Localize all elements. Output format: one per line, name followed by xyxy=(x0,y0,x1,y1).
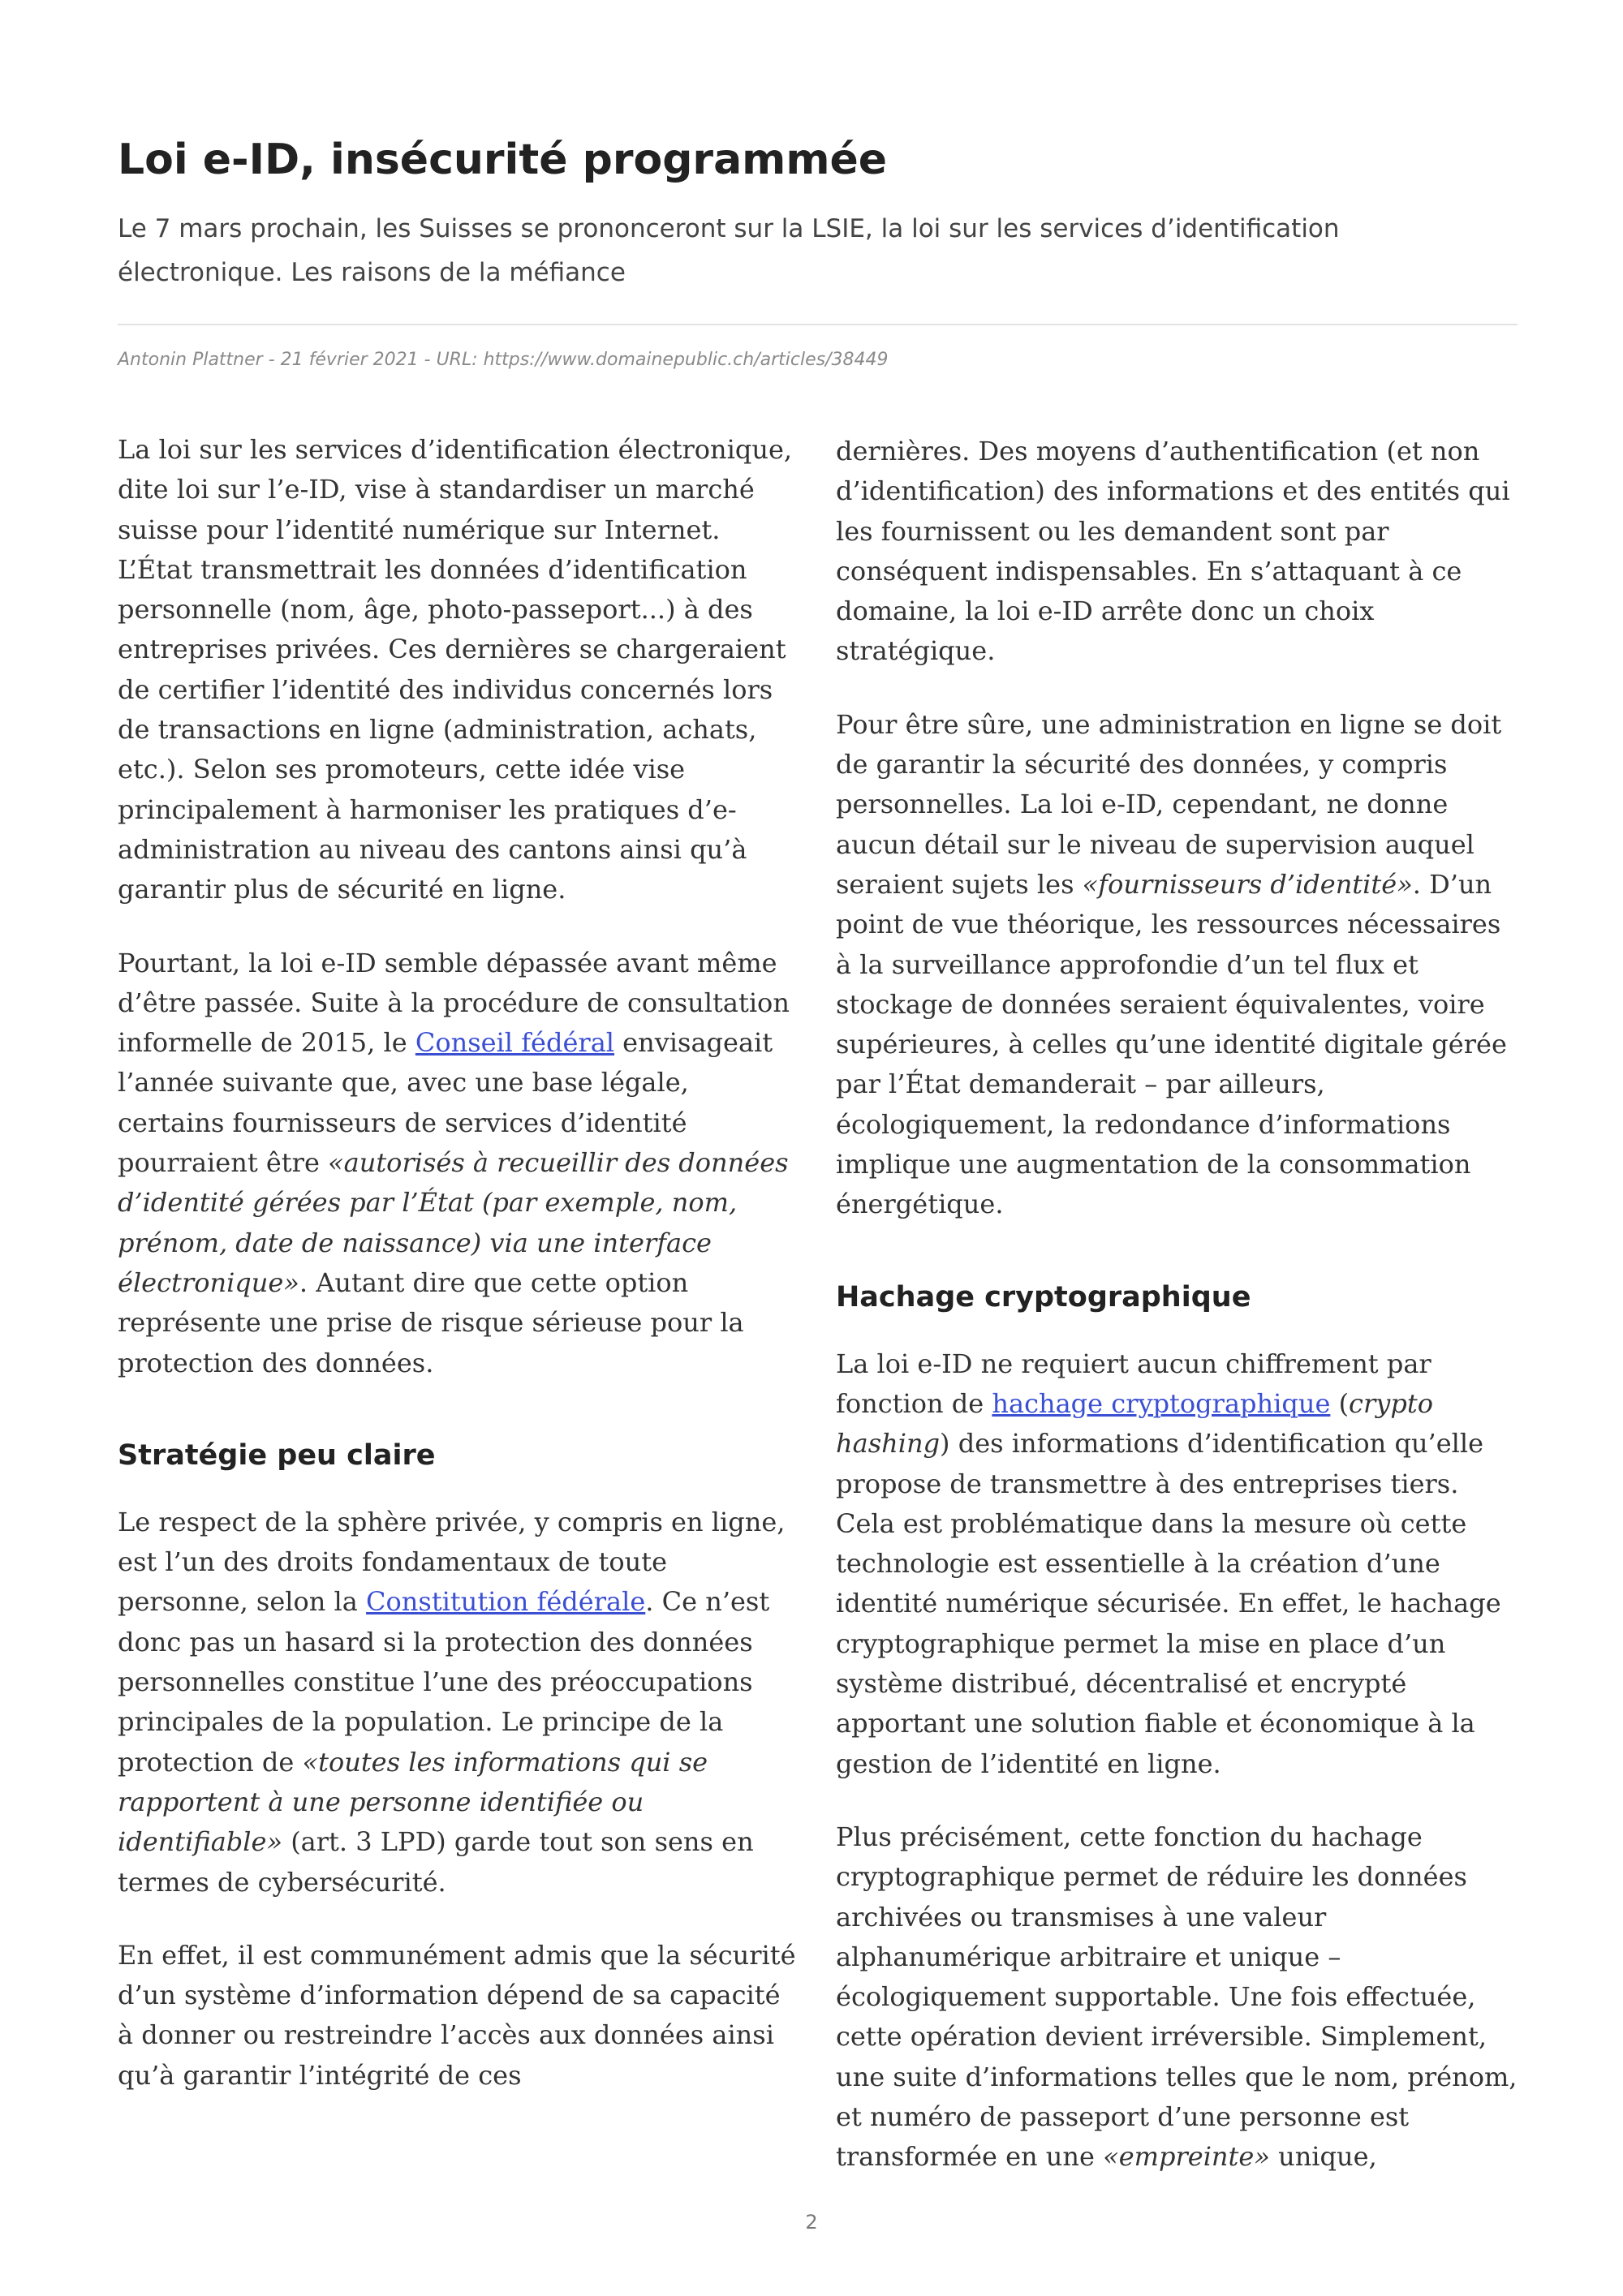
paragraph: Le respect de la sphère privée, y compris en ligne, est l’un des droits fondamentaux de toute personne, selon la Constitution fédérale. Ce n’est donc pas un hasard si la protection des données personnelles constitue l’une des préoccupations principales de la population. Le principe de la protection de «toutes les informations qui se rapportent à une personne identifiée ou identifiable» (art. 3 LPD) garde tout son sens en termes de cybersécurité. xyxy=(118,1506,786,1898)
article-subtitle: Le 7 mars prochain, les Suisses se prononceront sur la LSIE, la loi sur les services d’identification électronique. Les raisons de la méfiance xyxy=(118,214,1340,287)
page-number: 2 xyxy=(805,2211,818,2234)
left-column xyxy=(118,430,801,2129)
article-header xyxy=(118,134,1518,370)
link-constitution-federale[interactable]: Constitution fédérale xyxy=(366,1586,646,1618)
link-hachage-cryptographique[interactable]: hachage cryptographique xyxy=(992,1387,1331,1419)
section-heading: Hachage cryptographique xyxy=(836,1280,1251,1314)
header-divider xyxy=(118,324,1518,325)
paragraph: La loi e-ID ne requiert aucun chiffrement par fonction de hachage cryptographique (crypto hashing) des informations d’identification qu’elle propose de transmettre à des entreprises tiers. Cela est problématique dans la mesure où cette technologie est essentielle à la création d’une identité numérique sécurisée. En effet, le hachage cryptographique permet la mise en place d’un système distribué, décentralisé et encrypté apportant une solution fiable et économique à la gestion de l’identité en ligne. xyxy=(836,1348,1501,1779)
paragraph: dernières. Des moyens d’authentification (et non d’identification) des informations et des entités qui les fournissent ou les demandent sont par conséquent indispensables. En s’attaquant à ce domaine, la loi e-ID arrête donc un choix stratégique. xyxy=(836,436,1510,667)
article-title: Loi e-ID, insécurité programmée xyxy=(118,135,888,184)
section-heading: Stratégie peu claire xyxy=(118,1438,436,1472)
paragraph: Plus précisément, cette fonction du hachage cryptographique permet de réduire les données archivées ou transmises à une valeur alphanumérique arbitraire et unique – écologiquement supportable. Une fois effectuée, cette opération devient irréversible. Simplement, une suite d’informations telles que le nom, prénom, et numéro de passeport d’une personne est transformée en une «empreinte» unique, xyxy=(836,1821,1518,2173)
right-column xyxy=(836,432,1519,2211)
paragraph: Pour être sûre, une administration en ligne se doit de garantir la sécurité des données, y compris personnelles. La loi e-ID, cependant, ne donne aucun détail sur le niveau de supervision auquel seraient sujets les «fournisseurs d’identité». D’un point de vue théorique, les ressources nécessaires à la surveillance approfondie d’un tel flux et stockage de données seraient équivalentes, voire supérieures, à celles qu’une identité digitale gérée par l’État demanderait – par ailleurs, écologiquement, la redondance d’informations implique une augmentation de la consommation énergétique. xyxy=(836,708,1507,1220)
article-meta: Antonin Plattner - 21 février 2021 - URL: https://www.domainepublic.ch/articles/38449 xyxy=(118,350,889,370)
paragraph: Pourtant, la loi e-ID semble dépassée avant même d’être passée. Suite à la procédure de consultation informelle de 2015, le Conseil fédéral envisageait l’année suivante que, avec une base légale, certains fournisseurs de services d’identité pourraient être «autorisés à recueillir des données d’identité gérées par l’État (par exemple, nom, prénom, date de naissance) via une interface électronique». Autant dire que cette option représente une prise de risque sérieuse pour la protection des données. xyxy=(118,947,790,1378)
paragraph: En effet, il est communément admis que la sécurité d’un système d’information dépend de sa capacité à donner ou restreindre l’accès aux données ainsi qu’à garantir l’intégrité de ces xyxy=(118,1939,796,2091)
link-conseil-federal[interactable]: Conseil fédéral xyxy=(415,1027,614,1059)
paragraph: La loi sur les services d’identification électronique, dite loi sur l’e-ID, vise à standardiser un marché suisse pour l’identité numérique sur Internet. L’État transmettrait les données d’identification personnelle (nom, âge, photo-passeport...) à des entreprises privées. Ces dernières se chargeraient de certifier l’identité des individus concernés lors de transactions en ligne (administration, achats, etc.). Selon ses promoteurs, cette idée vise principalement à harmoniser les pratiques d’e-administration au niveau des cantons ainsi qu’à garantir plus de sécurité en ligne. xyxy=(118,434,793,905)
